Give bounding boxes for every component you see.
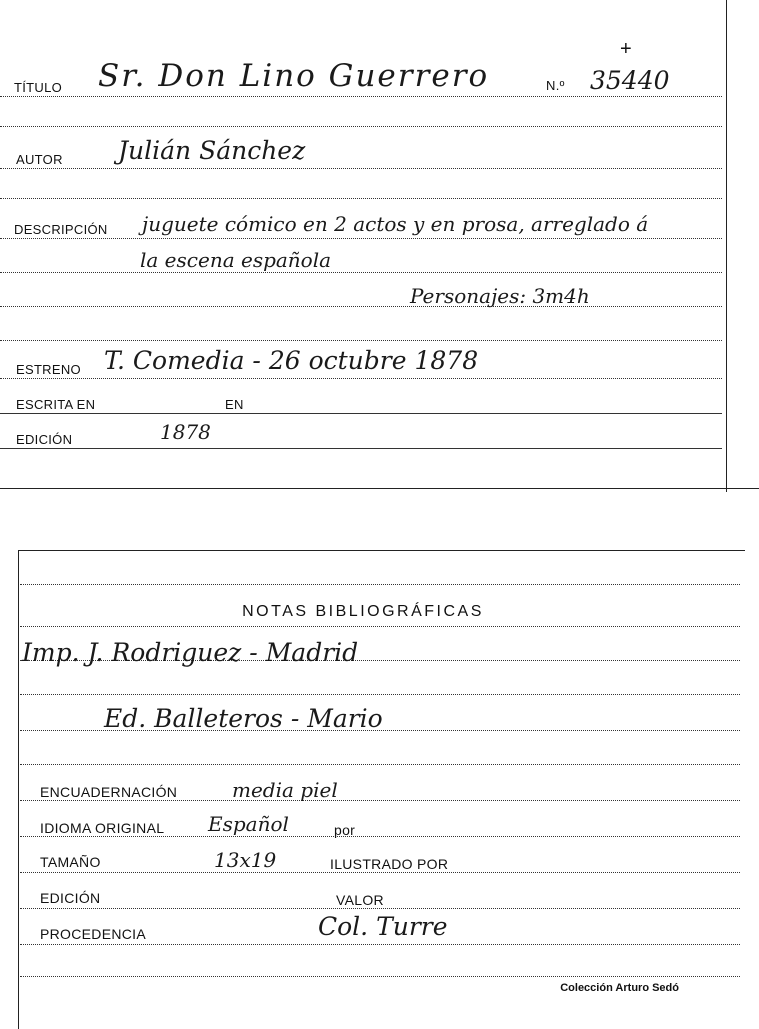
rule-line bbox=[20, 872, 740, 873]
rule-line bbox=[20, 800, 740, 801]
rule-line bbox=[0, 126, 722, 127]
tamano-value: 13x19 bbox=[214, 848, 277, 872]
tamano-label: TAMAÑO bbox=[40, 854, 101, 870]
procedencia-label: PROCEDENCIA bbox=[40, 926, 146, 942]
edicion-value: 1878 bbox=[160, 420, 211, 444]
autor-label: AUTOR bbox=[16, 152, 63, 167]
rule-line bbox=[0, 96, 722, 97]
estreno-value: T. Comedia - 26 octubre 1878 bbox=[104, 346, 479, 375]
rule-line bbox=[20, 694, 740, 695]
estreno-label: ESTRENO bbox=[16, 362, 81, 377]
rule-line bbox=[0, 272, 722, 273]
descripcion-label: DESCRIPCIÓN bbox=[14, 222, 108, 237]
note-line-2: Ed. Balleteros - Mario bbox=[104, 704, 383, 733]
footer-collection: Colección Arturo Sedó bbox=[560, 982, 679, 994]
rule-line bbox=[0, 238, 722, 239]
rule-line bbox=[20, 626, 740, 627]
rule-line bbox=[0, 448, 722, 449]
rule-line bbox=[0, 198, 722, 199]
por-label: por bbox=[334, 822, 356, 838]
descripcion-line-3: Personajes: 3m4h bbox=[410, 284, 590, 308]
rule-line bbox=[20, 584, 740, 585]
valor-label: VALOR bbox=[336, 892, 384, 908]
escrita-en-label: ESCRITA EN bbox=[16, 397, 96, 412]
encuadernacion-value: media piel bbox=[232, 778, 338, 802]
edicion-label: EDICIÓN bbox=[16, 432, 73, 447]
rule-line bbox=[0, 306, 722, 307]
ilustrado-label: ILUSTRADO POR bbox=[330, 856, 449, 872]
numero-label: N.º bbox=[546, 78, 565, 93]
encuadernacion-label: ENCUADERNACIÓN bbox=[40, 784, 178, 800]
en-label: EN bbox=[225, 397, 244, 412]
rule-line bbox=[0, 413, 722, 414]
descripcion-line-2: la escena española bbox=[140, 248, 332, 272]
rule-line bbox=[0, 168, 722, 169]
procedencia-value: Col. Turre bbox=[318, 912, 448, 941]
numero-value: 35440 bbox=[590, 66, 670, 95]
plus-mark-icon: + bbox=[620, 38, 632, 60]
rule-line bbox=[20, 944, 740, 945]
notas-heading: NOTAS BIBLIOGRÁFICAS bbox=[242, 603, 484, 620]
rule-line bbox=[20, 908, 740, 909]
card-edge bbox=[0, 488, 759, 489]
rule-line bbox=[0, 378, 722, 379]
rule-line bbox=[0, 340, 722, 341]
rule-line bbox=[20, 836, 740, 837]
idioma-label: IDIOMA ORIGINAL bbox=[40, 820, 165, 836]
rule-line bbox=[20, 764, 740, 765]
titulo-value: Sr. Don Lino Guerrero bbox=[98, 58, 490, 94]
descripcion-line-1: juguete cómico en 2 actos y en prosa, arreglado á bbox=[142, 212, 649, 236]
edicion-label-bottom: EDICIÓN bbox=[40, 890, 101, 906]
note-line-1: Imp. J. Rodriguez - Madrid bbox=[22, 638, 359, 667]
rule-line bbox=[20, 976, 740, 977]
titulo-label: TÍTULO bbox=[14, 80, 63, 95]
idioma-value: Español bbox=[208, 812, 289, 836]
autor-value: Julián Sánchez bbox=[118, 136, 306, 165]
